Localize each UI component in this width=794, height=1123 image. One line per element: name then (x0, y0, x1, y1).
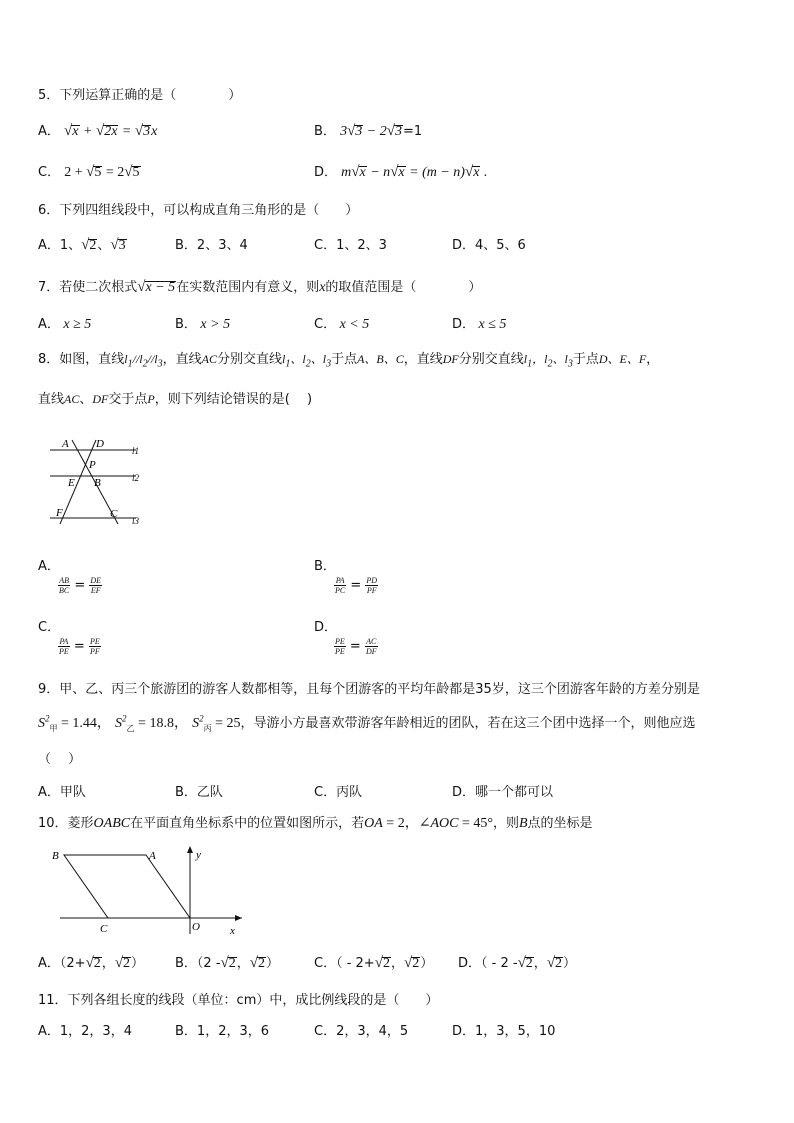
figure-label: l3 (132, 516, 140, 526)
q8-option-c: C． $\frac{PA}{PE}$ = $\frac{PE}{PF}$ (38, 620, 100, 656)
q5-option-d (314, 161, 487, 181)
figure-label: E (68, 477, 75, 489)
q11-option-d: D．1，3，5，10 (452, 1024, 556, 1039)
q5-stem: 5．下列运算正确的是（ ） (38, 88, 242, 103)
q5-option-c (38, 161, 141, 181)
figure-label: A (149, 850, 156, 862)
q6-option-d: D．4、5、6 (452, 238, 526, 253)
q9-stem-line1: 9．甲、乙、丙三个旅游团的游客人数都相等，且每个团游客的平均年龄都是35岁，这三个团游客年龄的方差分别是 (38, 682, 700, 697)
q11-option-b: B．1，2，3，6 (175, 1024, 270, 1039)
q7-stem: 7．若使二次根式√x − 5在实数范围内有意义，则x的取值范围是（ ） (38, 279, 482, 295)
figure-label: C (110, 508, 118, 520)
q10-option-a: A．（2+√2，√2） (38, 955, 145, 971)
option-label: B． (314, 124, 336, 139)
q8-option-b: B． $\frac{PA}{PC}$ = $\frac{PD}{PF}$ (314, 559, 378, 595)
figure-label: x (230, 925, 235, 937)
q6-option-c: C．1、2、3 (314, 238, 387, 253)
figure-label: B (94, 477, 101, 489)
figure-label: l1 (132, 446, 140, 456)
q7-option-d: D． x ≤ 5 (452, 317, 507, 332)
q8-option-d: D． $\frac{PE}{PE}$ = $\frac{AC}{DF}$ (314, 620, 377, 656)
q7-option-c: C． x < 5 (314, 317, 370, 332)
q9-stem-line2: $S^2_甲 = 1.44$， $S^2_乙 = 18.8$， $S^2_丙 = 25$，导游小方最喜欢带游客年龄相近的团队，若在这三个团中选择一个，则他应选 (38, 713, 696, 733)
figure-label: l2 (132, 473, 140, 483)
math-tail: =1 (402, 124, 423, 139)
q9-option-c: C．丙队 (314, 785, 363, 800)
math-expression: 2 + √5 = 2√5 (64, 164, 140, 180)
q8-option-a: A． $\frac{AB}{BC}$ = $\frac{DE}{EF}$ (38, 559, 102, 595)
figure-label: P (89, 459, 96, 471)
q10-option-d: D．（ - 2 -√2，√2） (458, 955, 577, 971)
figure-label: y (196, 849, 201, 861)
figure-label: F (56, 507, 63, 519)
q8-stem-line2: 直线AC、DF交于点P，则下列结论错误的是( ) (38, 392, 313, 407)
q11-option-a: A．1，2，3，4 (38, 1024, 132, 1039)
q10-rhombus-figure (50, 842, 250, 938)
q11-option-c: C．2，3，4，5 (314, 1024, 409, 1039)
q10-option-c: C．（ - 2+√2，√2） (314, 955, 434, 971)
math-expression: m√x − n√x = (m − n)√x . (341, 164, 488, 180)
q7-option-a: A． x ≥ 5 (38, 317, 92, 332)
math-expression: 3√3 − 2√3 (340, 123, 402, 139)
q10-stem: 10．菱形OABC在平面直角坐标系中的位置如图所示，若OA = 2，∠AOC = 45°，则B点的坐标是 (38, 816, 593, 831)
q7-option-b: B． x > 5 (175, 317, 231, 332)
q9-option-b: B．乙队 (175, 785, 223, 800)
option-label: C． (38, 165, 61, 180)
q6-option-b: B．2、3、4 (175, 238, 248, 253)
option-label: D． (314, 165, 338, 180)
q5-option-b (314, 120, 422, 140)
q9-option-a: A．甲队 (38, 785, 86, 800)
q6-stem: 6．下列四组线段中，可以构成直角三角形的是（ ） (38, 203, 359, 218)
figure-label: B (52, 850, 59, 862)
q8-stem-line1: 8．如图，直线$l_1//l_2//l_3$，直线AC分别交直线$l_1$、$l_2$、$l_3$于点A、B、C，直线DF分别交直线$l_1$，$l_2$、$l_3$于点D、E、F， (38, 352, 660, 370)
q10-option-b: B．（2 -√2，√2） (175, 955, 280, 971)
q9-option-d: D．哪一个都可以 (452, 785, 554, 800)
q6-option-a: A．1、√2、√3 (38, 237, 126, 253)
q8-parallel-lines-figure (44, 432, 154, 532)
q5-option-a (38, 120, 157, 140)
q9-stem-line3: （ ） (38, 752, 82, 767)
figure-label: C (100, 923, 108, 935)
figure-label: A (62, 438, 69, 450)
q11-stem: 11．下列各组长度的线段（单位：cm）中，成比例线段的是（ ） (38, 993, 439, 1008)
math-expression: √x + √2x = √3x (64, 123, 158, 139)
option-label: A．1、 (38, 238, 82, 253)
figure-label: O (192, 921, 200, 933)
option-label: A． (38, 124, 60, 139)
figure-label: D (96, 438, 104, 450)
